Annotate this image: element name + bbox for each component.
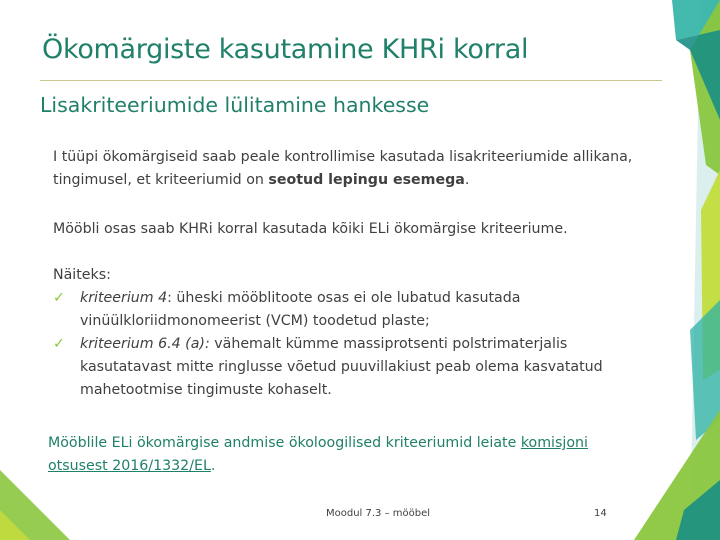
list-item [53,333,653,402]
checkmark-icon: ✓ [53,336,65,352]
decision-link[interactable]: komisjoni otsusest 2016/1332/EL [48,435,588,474]
reference-end: . [210,458,216,474]
paragraph-label-criteria [53,146,653,192]
paragraph-end: . [464,172,470,188]
slide-title: Ökomärgiste kasutamine KHRi korral [42,34,529,65]
examples-intro: Näiteks: [53,267,111,283]
bold-phrase: seotud lepingu esemega [268,172,465,188]
checkmark-icon: ✓ [53,290,65,306]
slide-number: 14 [594,508,607,519]
footer-module-label: Moodul 7.3 – mööbel [326,508,431,519]
criterion-text: : üheski mööblitoote osas ei ole lubatud kasutada vinüülkloriidmonomeerist (VCM) toodetud plaste; [80,290,521,329]
list-item [53,287,653,333]
criterion-term: kriteerium 6.4 (a): [80,336,210,352]
examples-block [53,264,653,402]
slide-subtitle: Lisakriteeriumide lülitamine hankesse [40,93,430,117]
paragraph-furniture-criteria: Mööbli osas saab KHRi korral kasutada kõiki ELi ökomärgise kriteeriume. [53,221,568,237]
paragraph-text: I tüüpi ökomärgiseid saab peale kontrollimise kasutada lisakriteeriumide allikana, tingimusel, et kriteeriumid on [53,149,633,188]
reference-text: Mööblile ELi ökomärgise andmise ökoloogilised kriteeriumid leiate [48,435,521,451]
reference-paragraph [48,432,608,478]
criterion-text: vähemalt kümme massiprotsenti polstrimaterjalis kasutatavast mitte ringlusse võetud puuvillakiust peab olema kasvatatud mahetootmise tingimuste kohaselt. [80,336,603,398]
title-divider [40,80,662,81]
criterion-term: kriteerium 4 [80,290,168,306]
